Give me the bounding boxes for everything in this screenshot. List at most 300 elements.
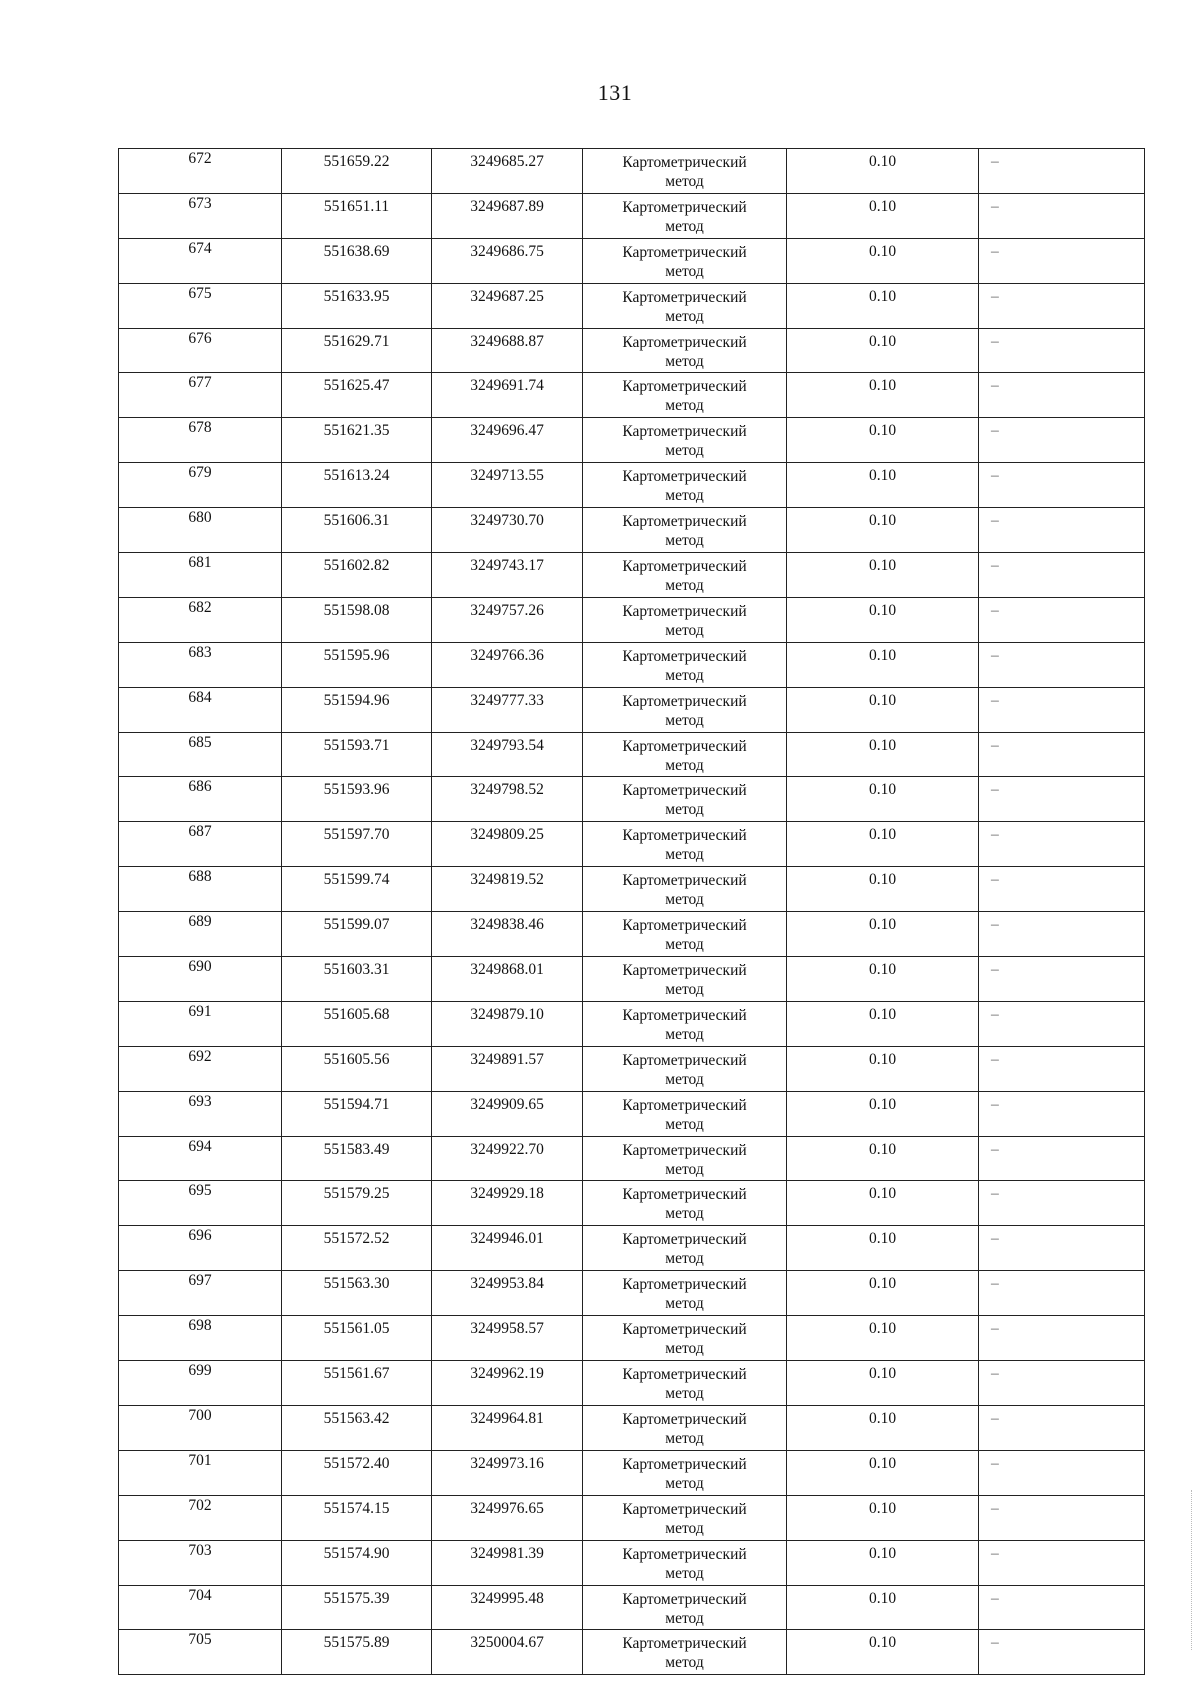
x-coordinate-cell: 551561.05 — [282, 1316, 432, 1361]
note-cell: – — [979, 328, 1145, 373]
method-line-1: Картометрический — [622, 243, 747, 261]
x-coordinate-cell: 551599.74 — [282, 867, 432, 912]
method-line-1: Картометрический — [622, 558, 747, 576]
method-line-1: Картометрический — [622, 1231, 747, 1249]
table-row — [119, 777, 1145, 822]
note-cell: – — [979, 1091, 1145, 1136]
method-cell — [583, 193, 787, 238]
accuracy-cell: 0.10 — [787, 508, 979, 553]
note-cell: – — [979, 777, 1145, 822]
y-coordinate-cell: 3249995.48 — [432, 1585, 583, 1630]
accuracy-cell: 0.10 — [787, 597, 979, 642]
table-row — [119, 1181, 1145, 1226]
x-coordinate-cell: 551605.56 — [282, 1046, 432, 1091]
method-line-1: Картометрический — [622, 1006, 747, 1024]
accuracy-cell: 0.10 — [787, 642, 979, 687]
table-row — [119, 418, 1145, 463]
method-line-2: метод — [665, 1564, 704, 1582]
point-number-cell: 697 — [119, 1271, 282, 1316]
method-cell — [583, 1181, 787, 1226]
method-line-1: Картометрический — [622, 1590, 747, 1608]
method-line-2: метод — [665, 1385, 704, 1403]
method-line-1: Картометрический — [622, 423, 747, 441]
accuracy-cell: 0.10 — [787, 1001, 979, 1046]
method-cell — [583, 553, 787, 598]
method-cell — [583, 1495, 787, 1540]
x-coordinate-cell: 551621.35 — [282, 418, 432, 463]
x-coordinate-cell: 551574.90 — [282, 1540, 432, 1585]
method-cell — [583, 867, 787, 912]
method-cell — [583, 1316, 787, 1361]
method-cell — [583, 328, 787, 373]
y-coordinate-cell: 3249793.54 — [432, 732, 583, 777]
y-coordinate-cell: 3249909.65 — [432, 1091, 583, 1136]
note-cell: – — [979, 1046, 1145, 1091]
table-row — [119, 1046, 1145, 1091]
method-cell — [583, 912, 787, 957]
note-cell: – — [979, 1136, 1145, 1181]
method-cell — [583, 597, 787, 642]
method-line-2: метод — [665, 666, 704, 684]
note-cell: – — [979, 732, 1145, 777]
note-cell: – — [979, 1316, 1145, 1361]
y-coordinate-cell: 3249757.26 — [432, 597, 583, 642]
method-line-1: Картометрический — [622, 782, 747, 800]
x-coordinate-cell: 551638.69 — [282, 238, 432, 283]
page-number: 131 — [597, 80, 633, 105]
accuracy-cell: 0.10 — [787, 553, 979, 598]
y-coordinate-cell: 3249766.36 — [432, 642, 583, 687]
accuracy-cell: 0.10 — [787, 1181, 979, 1226]
note-cell: – — [979, 1540, 1145, 1585]
method-line-1: Картометрический — [622, 1366, 747, 1384]
method-line-2: метод — [665, 711, 704, 729]
table-row — [119, 957, 1145, 1002]
x-coordinate-cell: 551575.89 — [282, 1630, 432, 1675]
accuracy-cell: 0.10 — [787, 1585, 979, 1630]
method-line-1: Картометрический — [622, 1141, 747, 1159]
note-cell: – — [979, 1001, 1145, 1046]
method-cell — [583, 1361, 787, 1406]
table-row — [119, 1495, 1145, 1540]
point-number-cell: 692 — [119, 1046, 282, 1091]
method-cell — [583, 1046, 787, 1091]
method-cell — [583, 1585, 787, 1630]
y-coordinate-cell: 3249777.33 — [432, 687, 583, 732]
coordinates-table-body — [119, 149, 1145, 1675]
table-row — [119, 553, 1145, 598]
y-coordinate-cell: 3249798.52 — [432, 777, 583, 822]
method-cell — [583, 418, 787, 463]
y-coordinate-cell: 3249691.74 — [432, 373, 583, 418]
method-line-2: метод — [665, 1654, 704, 1672]
table-row — [119, 1585, 1145, 1630]
method-line-2: метод — [665, 621, 704, 639]
point-number-cell: 688 — [119, 867, 282, 912]
method-line-1: Картометрический — [622, 692, 747, 710]
accuracy-cell: 0.10 — [787, 1271, 979, 1316]
method-line-2: метод — [665, 801, 704, 819]
method-cell — [583, 957, 787, 1002]
method-line-1: Картометрический — [622, 602, 747, 620]
note-cell: – — [979, 1361, 1145, 1406]
x-coordinate-cell: 551606.31 — [282, 508, 432, 553]
y-coordinate-cell: 3249929.18 — [432, 1181, 583, 1226]
method-line-1: Картометрический — [622, 288, 747, 306]
accuracy-cell: 0.10 — [787, 1540, 979, 1585]
method-line-2: метод — [665, 487, 704, 505]
y-coordinate-cell: 3249879.10 — [432, 1001, 583, 1046]
method-cell — [583, 732, 787, 777]
note-cell: – — [979, 912, 1145, 957]
note-cell: – — [979, 642, 1145, 687]
table-row — [119, 687, 1145, 732]
method-line-1: Картометрический — [622, 1096, 747, 1114]
y-coordinate-cell: 3249687.89 — [432, 193, 583, 238]
point-number-cell: 693 — [119, 1091, 282, 1136]
accuracy-cell: 0.10 — [787, 238, 979, 283]
point-number-cell: 696 — [119, 1226, 282, 1271]
method-cell — [583, 463, 787, 508]
x-coordinate-cell: 551659.22 — [282, 149, 432, 194]
x-coordinate-cell: 551594.71 — [282, 1091, 432, 1136]
method-line-1: Картометрический — [622, 917, 747, 935]
method-cell — [583, 373, 787, 418]
y-coordinate-cell: 3249685.27 — [432, 149, 583, 194]
method-cell — [583, 822, 787, 867]
accuracy-cell: 0.10 — [787, 1361, 979, 1406]
method-line-2: метод — [665, 1115, 704, 1133]
point-number-cell: 686 — [119, 777, 282, 822]
point-number-cell: 684 — [119, 687, 282, 732]
table-row — [119, 867, 1145, 912]
note-cell: – — [979, 149, 1145, 194]
accuracy-cell: 0.10 — [787, 1136, 979, 1181]
table-row — [119, 732, 1145, 777]
accuracy-cell: 0.10 — [787, 1495, 979, 1540]
table-row — [119, 149, 1145, 194]
method-line-2: метод — [665, 352, 704, 370]
accuracy-cell: 0.10 — [787, 1091, 979, 1136]
y-coordinate-cell: 3249891.57 — [432, 1046, 583, 1091]
note-cell: – — [979, 1450, 1145, 1495]
method-line-1: Картометрический — [622, 1051, 747, 1069]
method-cell — [583, 687, 787, 732]
y-coordinate-cell: 3249730.70 — [432, 508, 583, 553]
table-row — [119, 1226, 1145, 1271]
accuracy-cell: 0.10 — [787, 373, 979, 418]
method-line-1: Картометрический — [622, 378, 747, 396]
note-cell: – — [979, 1585, 1145, 1630]
method-line-1: Картометрический — [622, 1455, 747, 1473]
x-coordinate-cell: 551563.42 — [282, 1405, 432, 1450]
note-cell: – — [979, 1495, 1145, 1540]
accuracy-cell: 0.10 — [787, 1630, 979, 1675]
accuracy-cell: 0.10 — [787, 463, 979, 508]
table-row — [119, 912, 1145, 957]
point-number-cell: 702 — [119, 1495, 282, 1540]
method-cell — [583, 1091, 787, 1136]
note-cell: – — [979, 193, 1145, 238]
method-line-2: метод — [665, 442, 704, 460]
method-cell — [583, 642, 787, 687]
method-line-1: Картометрический — [622, 513, 747, 531]
point-number-cell: 679 — [119, 463, 282, 508]
point-number-cell: 703 — [119, 1540, 282, 1585]
x-coordinate-cell: 551563.30 — [282, 1271, 432, 1316]
method-cell — [583, 238, 787, 283]
note-cell: – — [979, 687, 1145, 732]
note-cell: – — [979, 1226, 1145, 1271]
y-coordinate-cell: 3249958.57 — [432, 1316, 583, 1361]
point-number-cell: 680 — [119, 508, 282, 553]
method-cell — [583, 1226, 787, 1271]
table-row — [119, 1405, 1145, 1450]
note-cell: – — [979, 1181, 1145, 1226]
y-coordinate-cell: 3249964.81 — [432, 1405, 583, 1450]
method-line-2: метод — [665, 1609, 704, 1627]
method-line-2: метод — [665, 173, 704, 190]
y-coordinate-cell: 3249976.65 — [432, 1495, 583, 1540]
table-row — [119, 1450, 1145, 1495]
point-number-cell: 704 — [119, 1585, 282, 1630]
note-cell: – — [979, 373, 1145, 418]
table-row — [119, 1091, 1145, 1136]
table-row — [119, 597, 1145, 642]
method-line-2: метод — [665, 981, 704, 999]
y-coordinate-cell: 3249981.39 — [432, 1540, 583, 1585]
point-number-cell: 672 — [119, 149, 282, 194]
x-coordinate-cell: 551598.08 — [282, 597, 432, 642]
accuracy-cell: 0.10 — [787, 149, 979, 194]
method-line-2: метод — [665, 262, 704, 280]
x-coordinate-cell: 551599.07 — [282, 912, 432, 957]
accuracy-cell: 0.10 — [787, 777, 979, 822]
point-number-cell: 691 — [119, 1001, 282, 1046]
table-row — [119, 1361, 1145, 1406]
x-coordinate-cell: 551583.49 — [282, 1136, 432, 1181]
table-row — [119, 1630, 1145, 1675]
point-number-cell: 682 — [119, 597, 282, 642]
y-coordinate-cell: 3249953.84 — [432, 1271, 583, 1316]
x-coordinate-cell: 551605.68 — [282, 1001, 432, 1046]
method-line-1: Картометрический — [622, 1545, 747, 1563]
accuracy-cell: 0.10 — [787, 1316, 979, 1361]
accuracy-cell: 0.10 — [787, 283, 979, 328]
accuracy-cell: 0.10 — [787, 732, 979, 777]
method-line-2: метод — [665, 1429, 704, 1447]
method-line-2: метод — [665, 936, 704, 954]
x-coordinate-cell: 551629.71 — [282, 328, 432, 373]
note-cell: – — [979, 597, 1145, 642]
table-row — [119, 283, 1145, 328]
x-coordinate-cell: 551613.24 — [282, 463, 432, 508]
method-line-2: метод — [665, 1250, 704, 1268]
y-coordinate-cell: 3250004.67 — [432, 1630, 583, 1675]
table-row — [119, 1316, 1145, 1361]
x-coordinate-cell: 551579.25 — [282, 1181, 432, 1226]
method-line-2: метод — [665, 1205, 704, 1223]
method-line-1: Картометрический — [622, 198, 747, 216]
point-number-cell: 689 — [119, 912, 282, 957]
x-coordinate-cell: 551633.95 — [282, 283, 432, 328]
point-number-cell: 698 — [119, 1316, 282, 1361]
y-coordinate-cell: 3249922.70 — [432, 1136, 583, 1181]
y-coordinate-cell: 3249809.25 — [432, 822, 583, 867]
x-coordinate-cell: 551603.31 — [282, 957, 432, 1002]
table-row — [119, 238, 1145, 283]
accuracy-cell: 0.10 — [787, 1450, 979, 1495]
y-coordinate-cell: 3249743.17 — [432, 553, 583, 598]
y-coordinate-cell: 3249696.47 — [432, 418, 583, 463]
table-row — [119, 1540, 1145, 1585]
method-cell — [583, 1405, 787, 1450]
method-line-1: Картометрический — [622, 737, 747, 755]
accuracy-cell: 0.10 — [787, 687, 979, 732]
point-number-cell: 675 — [119, 283, 282, 328]
accuracy-cell: 0.10 — [787, 912, 979, 957]
method-line-1: Картометрический — [622, 962, 747, 980]
note-cell: – — [979, 1630, 1145, 1675]
method-cell — [583, 283, 787, 328]
y-coordinate-cell: 3249868.01 — [432, 957, 583, 1002]
method-line-1: Картометрический — [622, 872, 747, 890]
table-row — [119, 463, 1145, 508]
accuracy-cell: 0.10 — [787, 1226, 979, 1271]
method-line-1: Картометрический — [622, 1276, 747, 1294]
note-cell: – — [979, 463, 1145, 508]
method-line-2: метод — [665, 1295, 704, 1313]
method-cell — [583, 1001, 787, 1046]
point-number-cell: 673 — [119, 193, 282, 238]
note-cell: – — [979, 867, 1145, 912]
point-number-cell: 687 — [119, 822, 282, 867]
table-row — [119, 1001, 1145, 1046]
method-cell — [583, 1540, 787, 1585]
point-number-cell: 701 — [119, 1450, 282, 1495]
accuracy-cell: 0.10 — [787, 867, 979, 912]
method-line-2: метод — [665, 1474, 704, 1492]
x-coordinate-cell: 551575.39 — [282, 1585, 432, 1630]
note-cell: – — [979, 957, 1145, 1002]
method-line-1: Картометрический — [622, 1321, 747, 1339]
method-line-2: метод — [665, 1025, 704, 1043]
y-coordinate-cell: 3249819.52 — [432, 867, 583, 912]
point-number-cell: 699 — [119, 1361, 282, 1406]
note-cell: – — [979, 1405, 1145, 1450]
method-line-2: метод — [665, 1070, 704, 1088]
method-cell — [583, 1450, 787, 1495]
table-row — [119, 642, 1145, 687]
table-row — [119, 193, 1145, 238]
method-cell — [583, 777, 787, 822]
note-cell: – — [979, 508, 1145, 553]
method-line-2: метод — [665, 1160, 704, 1178]
method-cell — [583, 1630, 787, 1675]
y-coordinate-cell: 3249973.16 — [432, 1450, 583, 1495]
method-line-1: Картометрический — [622, 154, 747, 171]
point-number-cell: 683 — [119, 642, 282, 687]
method-line-1: Картометрический — [622, 1410, 747, 1428]
method-line-2: метод — [665, 1519, 704, 1537]
note-cell: – — [979, 418, 1145, 463]
x-coordinate-cell: 551572.40 — [282, 1450, 432, 1495]
note-cell: – — [979, 822, 1145, 867]
point-number-cell: 690 — [119, 957, 282, 1002]
point-number-cell: 705 — [119, 1630, 282, 1675]
note-cell: – — [979, 238, 1145, 283]
accuracy-cell: 0.10 — [787, 193, 979, 238]
point-number-cell: 695 — [119, 1181, 282, 1226]
method-line-2: метод — [665, 577, 704, 595]
y-coordinate-cell: 3249946.01 — [432, 1226, 583, 1271]
method-line-2: метод — [665, 217, 704, 235]
table-row — [119, 373, 1145, 418]
method-cell — [583, 149, 787, 194]
y-coordinate-cell: 3249687.25 — [432, 283, 583, 328]
point-number-cell: 700 — [119, 1405, 282, 1450]
x-coordinate-cell: 551593.96 — [282, 777, 432, 822]
note-cell: – — [979, 283, 1145, 328]
table-row — [119, 508, 1145, 553]
y-coordinate-cell: 3249838.46 — [432, 912, 583, 957]
note-cell: – — [979, 1271, 1145, 1316]
x-coordinate-cell: 551595.96 — [282, 642, 432, 687]
method-cell — [583, 1136, 787, 1181]
y-coordinate-cell: 3249688.87 — [432, 328, 583, 373]
y-coordinate-cell: 3249686.75 — [432, 238, 583, 283]
method-line-2: метод — [665, 307, 704, 325]
x-coordinate-cell: 551594.96 — [282, 687, 432, 732]
note-cell: – — [979, 553, 1145, 598]
method-line-1: Картометрический — [622, 647, 747, 665]
x-coordinate-cell: 551574.15 — [282, 1495, 432, 1540]
method-line-1: Картометрический — [622, 827, 747, 845]
accuracy-cell: 0.10 — [787, 1405, 979, 1450]
coordinates-table — [118, 148, 1145, 1675]
method-line-1: Картометрический — [622, 468, 747, 486]
method-cell — [583, 508, 787, 553]
table-row — [119, 822, 1145, 867]
table-row — [119, 328, 1145, 373]
accuracy-cell: 0.10 — [787, 957, 979, 1002]
point-number-cell: 674 — [119, 238, 282, 283]
y-coordinate-cell: 3249962.19 — [432, 1361, 583, 1406]
x-coordinate-cell: 551602.82 — [282, 553, 432, 598]
y-coordinate-cell: 3249713.55 — [432, 463, 583, 508]
accuracy-cell: 0.10 — [787, 1046, 979, 1091]
method-line-1: Картометрический — [622, 1500, 747, 1518]
point-number-cell: 676 — [119, 328, 282, 373]
accuracy-cell: 0.10 — [787, 328, 979, 373]
x-coordinate-cell: 551651.11 — [282, 193, 432, 238]
scan-edge-mark — [1191, 1490, 1194, 1650]
point-number-cell: 677 — [119, 373, 282, 418]
method-line-2: метод — [665, 532, 704, 550]
method-line-1: Картометрический — [622, 1635, 747, 1653]
method-line-1: Картометрический — [622, 1186, 747, 1204]
x-coordinate-cell: 551597.70 — [282, 822, 432, 867]
method-line-2: метод — [665, 891, 704, 909]
point-number-cell: 685 — [119, 732, 282, 777]
x-coordinate-cell: 551572.52 — [282, 1226, 432, 1271]
method-cell — [583, 1271, 787, 1316]
point-number-cell: 678 — [119, 418, 282, 463]
method-line-1: Картометрический — [622, 333, 747, 351]
method-line-2: метод — [665, 756, 704, 774]
accuracy-cell: 0.10 — [787, 822, 979, 867]
point-number-cell: 681 — [119, 553, 282, 598]
